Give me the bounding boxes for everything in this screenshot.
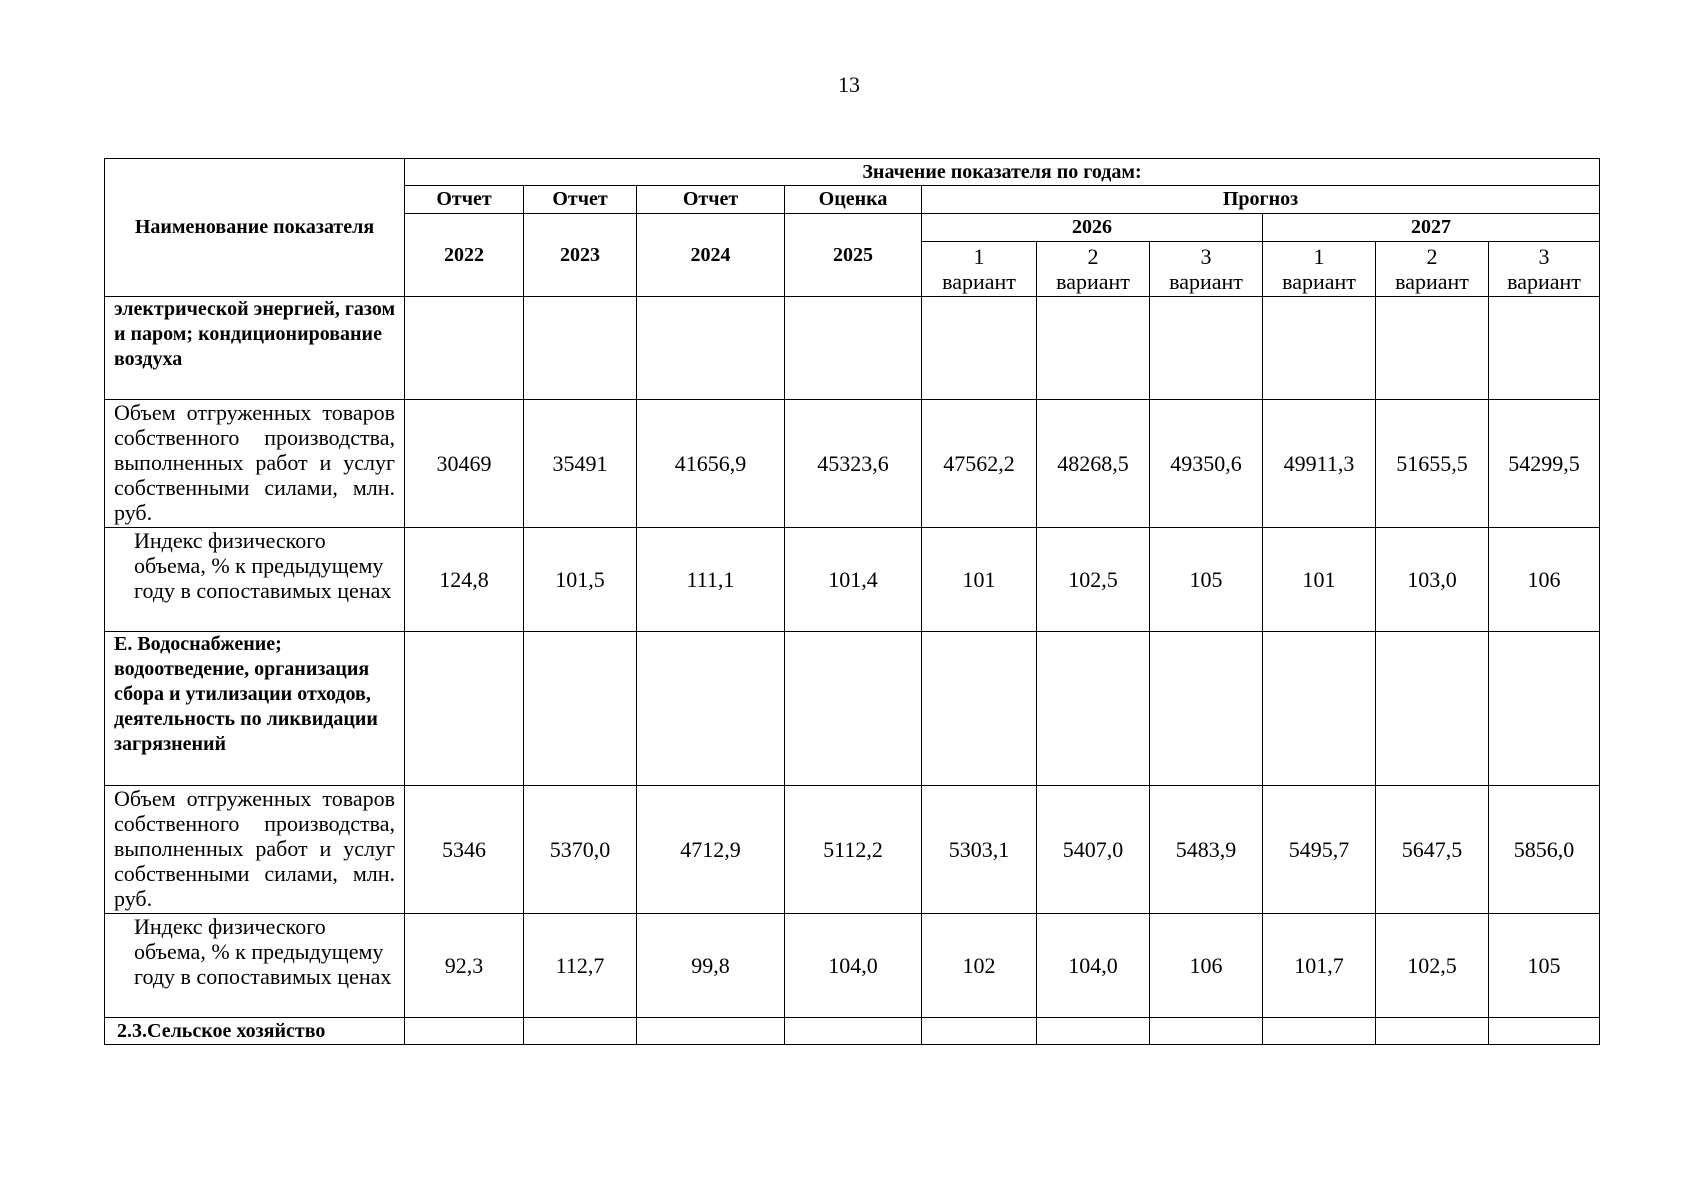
table-row bbox=[105, 786, 1600, 914]
value-cell: 54299,5 bbox=[1489, 400, 1600, 528]
variant-number: 2 bbox=[1426, 244, 1438, 269]
empty-cell bbox=[405, 632, 524, 786]
value-cell: 101,5 bbox=[524, 528, 637, 632]
empty-cell bbox=[1037, 632, 1150, 786]
variant-number: 2 bbox=[1087, 244, 1099, 269]
value-cell: 102,5 bbox=[1376, 914, 1489, 1018]
empty-cell bbox=[1489, 1018, 1600, 1045]
value-cell: 104,0 bbox=[785, 914, 922, 1018]
empty-cell bbox=[1489, 297, 1600, 400]
value-cell: 102 bbox=[922, 914, 1037, 1018]
empty-cell bbox=[1150, 297, 1263, 400]
page-number: 13 bbox=[838, 72, 860, 97]
empty-cell bbox=[637, 297, 785, 400]
value-cell: 106 bbox=[1150, 914, 1263, 1018]
table-row bbox=[105, 528, 1600, 632]
value-cell: 92,3 bbox=[405, 914, 524, 1018]
value-cell: 5856,0 bbox=[1489, 786, 1600, 914]
header-variant bbox=[1150, 242, 1263, 297]
variant-word: вариант bbox=[1169, 269, 1243, 294]
value-cell: 49350,6 bbox=[1150, 400, 1263, 528]
empty-cell bbox=[524, 1018, 637, 1045]
empty-cell bbox=[405, 297, 524, 400]
table-row bbox=[105, 914, 1600, 1018]
header-label-2025: Оценка bbox=[785, 186, 922, 214]
empty-cell bbox=[922, 297, 1037, 400]
value-cell: 45323,6 bbox=[785, 400, 922, 528]
variant-number: 3 bbox=[1200, 244, 1212, 269]
empty-cell bbox=[785, 632, 922, 786]
value-cell: 48268,5 bbox=[1037, 400, 1150, 528]
header-variant bbox=[922, 242, 1037, 297]
empty-cell bbox=[785, 297, 922, 400]
empty-cell bbox=[922, 632, 1037, 786]
value-cell: 101 bbox=[922, 528, 1037, 632]
value-cell: 104,0 bbox=[1037, 914, 1150, 1018]
value-cell: 47562,2 bbox=[922, 400, 1037, 528]
empty-cell bbox=[1376, 1018, 1489, 1045]
variant-word: вариант bbox=[1395, 269, 1469, 294]
table-row bbox=[105, 1018, 1600, 1045]
empty-cell bbox=[637, 632, 785, 786]
indicator-name: Объем отгруженных товаров собственного производства, выполненных работ и услуг собственными силами, млн. руб. bbox=[105, 400, 405, 528]
header-forecast: Прогноз bbox=[922, 186, 1600, 214]
value-cell: 101,4 bbox=[785, 528, 922, 632]
variant-word: вариант bbox=[1282, 269, 1356, 294]
value-cell: 41656,9 bbox=[637, 400, 785, 528]
header-row-group bbox=[105, 159, 1600, 186]
value-cell: 5346 bbox=[405, 786, 524, 914]
value-cell: 101,7 bbox=[1263, 914, 1376, 1018]
value-cell: 111,1 bbox=[637, 528, 785, 632]
empty-cell bbox=[1037, 297, 1150, 400]
value-cell: 124,8 bbox=[405, 528, 524, 632]
value-cell: 101 bbox=[1263, 528, 1376, 632]
variant-number: 1 bbox=[1313, 244, 1325, 269]
empty-cell bbox=[1376, 297, 1489, 400]
indicator-name: Индекс физического объема, % к предыдущему году в сопоставимых ценах bbox=[105, 528, 405, 632]
header-name-column: Наименование показателя bbox=[105, 159, 405, 297]
empty-cell bbox=[637, 1018, 785, 1045]
empty-cell bbox=[524, 297, 637, 400]
header-year-2023: 2023 bbox=[524, 214, 637, 297]
empty-cell bbox=[922, 1018, 1037, 1045]
header-variant bbox=[1037, 242, 1150, 297]
variant-word: вариант bbox=[1056, 269, 1130, 294]
value-cell: 5112,2 bbox=[785, 786, 922, 914]
header-year-2024: 2024 bbox=[637, 214, 785, 297]
table-row bbox=[105, 400, 1600, 528]
value-cell: 51655,5 bbox=[1376, 400, 1489, 528]
header-forecast-year-2027: 2027 bbox=[1263, 214, 1600, 242]
value-cell: 35491 bbox=[524, 400, 637, 528]
value-cell: 49911,3 bbox=[1263, 400, 1376, 528]
value-cell: 5303,1 bbox=[922, 786, 1037, 914]
section-name: электрической энергией, газом и паром; кондиционирование воздуха bbox=[105, 297, 405, 400]
header-label-2024: Отчет bbox=[637, 186, 785, 214]
variant-number: 1 bbox=[973, 244, 985, 269]
value-cell: 30469 bbox=[405, 400, 524, 528]
value-cell: 5370,0 bbox=[524, 786, 637, 914]
header-variant bbox=[1263, 242, 1376, 297]
table-row bbox=[105, 632, 1600, 786]
value-cell: 5647,5 bbox=[1376, 786, 1489, 914]
indicator-name: Объем отгруженных товаров собственного производства, выполненных работ и услуг собственными силами, млн. руб. bbox=[105, 786, 405, 914]
empty-cell bbox=[524, 632, 637, 786]
empty-cell bbox=[785, 1018, 922, 1045]
value-cell: 103,0 bbox=[1376, 528, 1489, 632]
value-cell: 99,8 bbox=[637, 914, 785, 1018]
header-year-2025: 2025 bbox=[785, 214, 922, 297]
value-cell: 105 bbox=[1489, 914, 1600, 1018]
empty-cell bbox=[1150, 1018, 1263, 1045]
empty-cell bbox=[1037, 1018, 1150, 1045]
value-cell: 106 bbox=[1489, 528, 1600, 632]
value-cell: 105 bbox=[1150, 528, 1263, 632]
value-cell: 5495,7 bbox=[1263, 786, 1376, 914]
section-name: 2.3.Сельское хозяйство bbox=[105, 1018, 405, 1045]
empty-cell bbox=[1263, 1018, 1376, 1045]
header-variant bbox=[1376, 242, 1489, 297]
header-year-2022: 2022 bbox=[405, 214, 524, 297]
header-variant bbox=[1489, 242, 1600, 297]
indicator-name: Индекс физического объема, % к предыдущему году в сопоставимых ценах bbox=[105, 914, 405, 1018]
empty-cell bbox=[1376, 632, 1489, 786]
empty-cell bbox=[1489, 632, 1600, 786]
value-cell: 102,5 bbox=[1037, 528, 1150, 632]
header-label-2022: Отчет bbox=[405, 186, 524, 214]
section-name: Е. Водоснабжение; водоотведение, организация сбора и утилизации отходов, деятельность по ликвидации загрязнений bbox=[105, 632, 405, 786]
table-row bbox=[105, 297, 1600, 400]
value-cell: 5407,0 bbox=[1037, 786, 1150, 914]
variant-word: вариант bbox=[1507, 269, 1581, 294]
indicators-table bbox=[104, 158, 1600, 1045]
header-group: Значение показателя по годам: bbox=[405, 159, 1600, 186]
variant-number: 3 bbox=[1538, 244, 1550, 269]
empty-cell bbox=[1150, 632, 1263, 786]
header-label-2023: Отчет bbox=[524, 186, 637, 214]
variant-word: вариант bbox=[942, 269, 1016, 294]
value-cell: 4712,9 bbox=[637, 786, 785, 914]
value-cell: 5483,9 bbox=[1150, 786, 1263, 914]
empty-cell bbox=[1263, 297, 1376, 400]
value-cell: 112,7 bbox=[524, 914, 637, 1018]
empty-cell bbox=[1263, 632, 1376, 786]
empty-cell bbox=[405, 1018, 524, 1045]
header-forecast-year-2026: 2026 bbox=[922, 214, 1263, 242]
